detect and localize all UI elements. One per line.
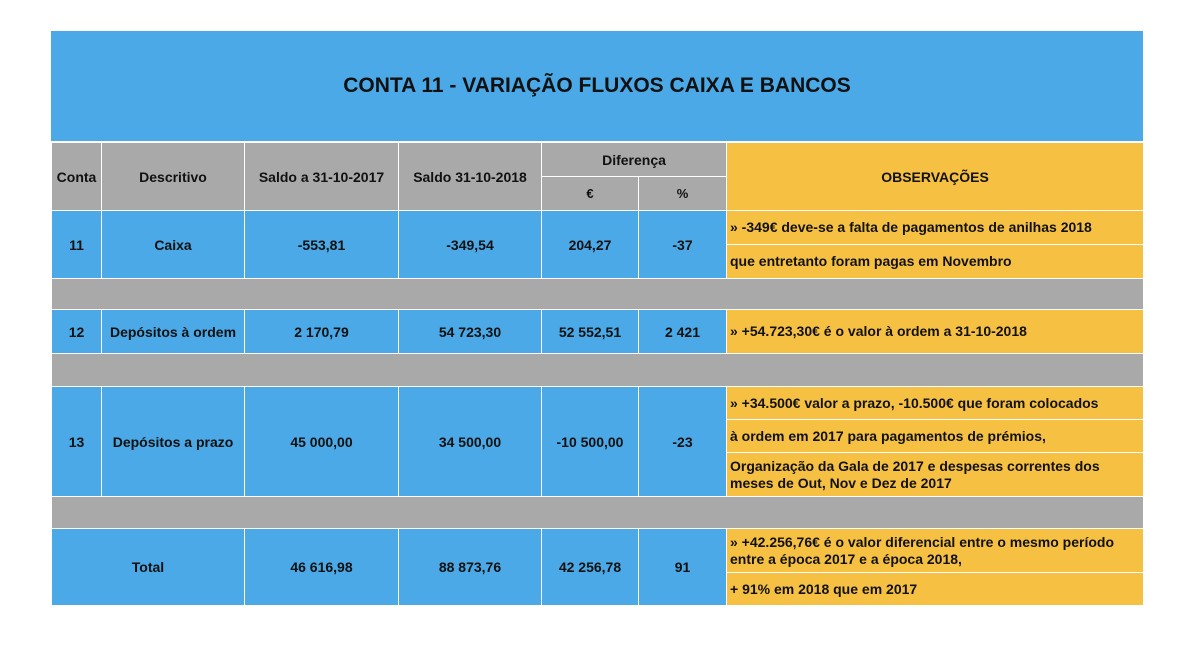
- row-13-saldo-2017: 45 000,00: [245, 387, 399, 497]
- row-11-descritivo: Caixa: [102, 211, 245, 279]
- row-11-dif-euro: 204,27: [542, 211, 639, 279]
- row-12-saldo-2018: 54 723,30: [399, 310, 542, 354]
- title-band: [51, 31, 1143, 142]
- separator-row: [52, 354, 1144, 387]
- row-13-dif-pct: -23: [639, 387, 727, 497]
- row-12-obs-line-1: » +54.723,30€ é o valor à ordem a 31-10-2018: [727, 310, 1144, 354]
- header-saldo-2018: Saldo 31-10-2018: [399, 143, 542, 211]
- row-12-saldo-2017: 2 170,79: [245, 310, 399, 354]
- total-saldo-2017: 46 616,98: [245, 529, 399, 606]
- header-diferenca-pct: %: [639, 177, 727, 211]
- page-title: CONTA 11 - VARIAÇÃO FLUXOS CAIXA E BANCOS: [343, 74, 851, 97]
- total-label: Total: [52, 529, 245, 606]
- row-11-obs-line-1: » -349€ deve-se a falta de pagamentos de anilhas 2018: [727, 211, 1144, 245]
- total-dif-euro: 42 256,78: [542, 529, 639, 606]
- row-13-saldo-2018: 34 500,00: [399, 387, 542, 497]
- row-12-descritivo: Depósitos à ordem: [102, 310, 245, 354]
- total-saldo-2018: 88 873,76: [399, 529, 542, 606]
- row-12-conta: 12: [52, 310, 102, 354]
- header-diferenca-euro: €: [542, 177, 639, 211]
- row-11-saldo-2017: -553,81: [245, 211, 399, 279]
- spreadsheet: [51, 31, 1143, 606]
- row-11-obs-line-2: que entretanto foram pagas em Novembro: [727, 245, 1144, 279]
- row-13-dif-euro: -10 500,00: [542, 387, 639, 497]
- row-13-obs-line-2: à ordem em 2017 para pagamentos de prémios,: [727, 420, 1144, 453]
- total-dif-pct: 91: [639, 529, 727, 606]
- separator-row: [52, 279, 1144, 310]
- row-11-saldo-2018: -349,54: [399, 211, 542, 279]
- row-12-dif-pct: 2 421: [639, 310, 727, 354]
- separator-row: [52, 497, 1144, 529]
- row-13-obs-line-1: » +34.500€ valor a prazo, -10.500€ que foram colocados: [727, 387, 1144, 420]
- row-13-obs-line-3: Organização da Gala de 2017 e despesas correntes dos meses de Out, Nov e Dez de 2017: [727, 453, 1144, 497]
- row-12-dif-euro: 52 552,51: [542, 310, 639, 354]
- header-descritivo: Descritivo: [102, 143, 245, 211]
- row-13-descritivo: Depósitos a prazo: [102, 387, 245, 497]
- header-diferenca: Diferença: [542, 143, 727, 177]
- row-13-conta: 13: [52, 387, 102, 497]
- total-obs-line-2: + 91% em 2018 que em 2017: [727, 573, 1144, 606]
- total-obs-line-1: » +42.256,76€ é o valor diferencial entre o mesmo período entre a época 2017 e a época 2018,: [727, 529, 1144, 573]
- header-observacoes: OBSERVAÇÕES: [727, 143, 1144, 211]
- row-11-conta: 11: [52, 211, 102, 279]
- cash-flow-table: [51, 142, 1144, 606]
- header-saldo-2017: Saldo a 31-10-2017: [245, 143, 399, 211]
- row-11-dif-pct: -37: [639, 211, 727, 279]
- header-conta: Conta: [52, 143, 102, 211]
